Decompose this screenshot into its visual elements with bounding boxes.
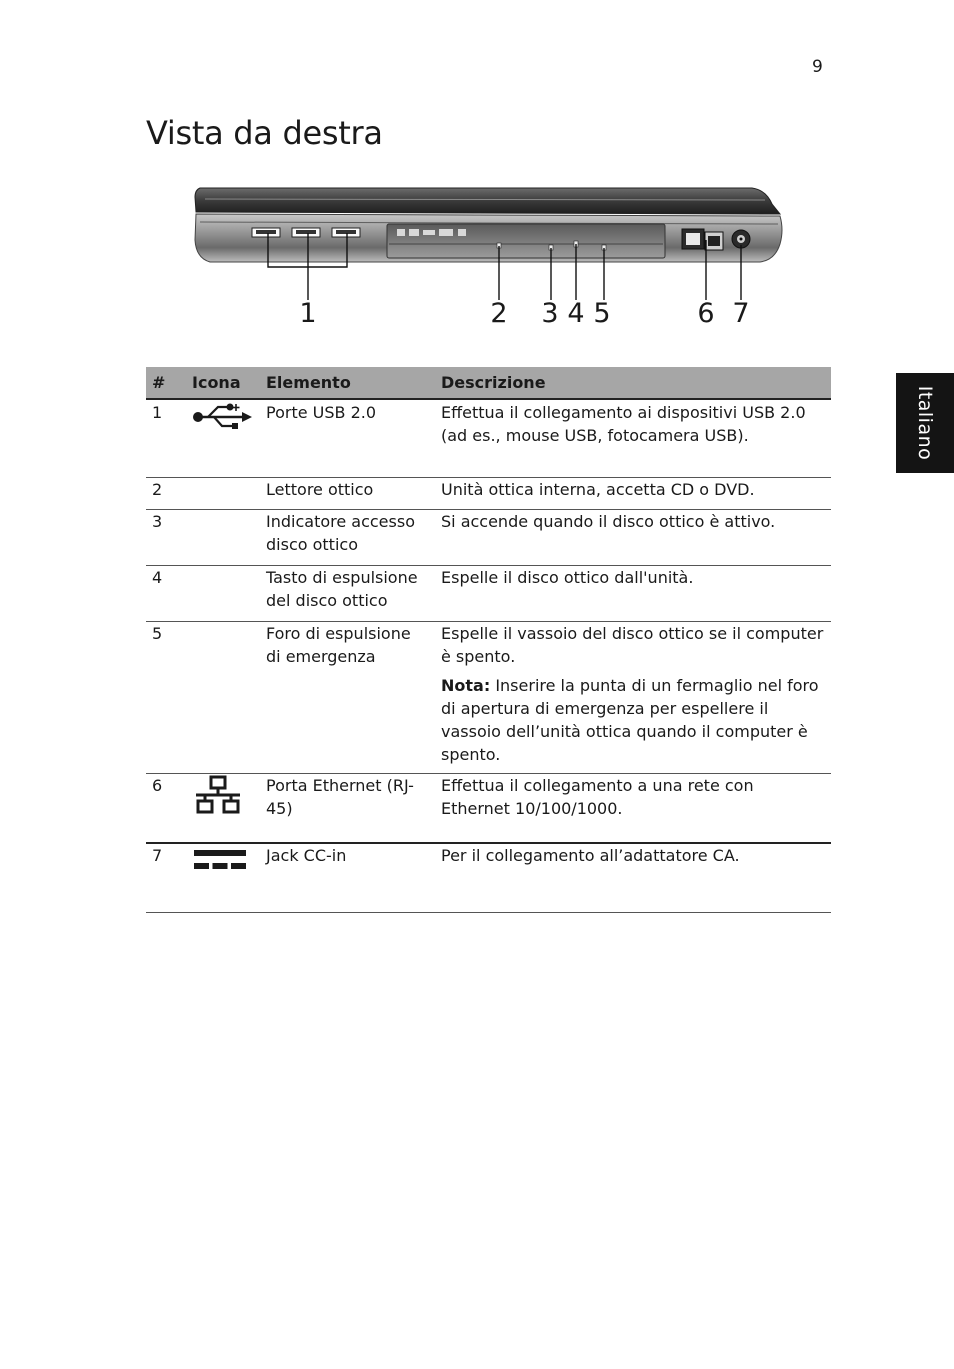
row-description: Si accende quando il disco ottico è attivo.	[435, 510, 831, 566]
header-description: Descrizione	[435, 367, 831, 399]
table-header-row	[146, 367, 831, 399]
row-icon	[186, 566, 260, 622]
header-icon: Icona	[186, 367, 260, 399]
row-description: Effettua il collegamento ai dispositivi USB 2.0 (ad es., mouse USB, fotocamera USB).	[435, 399, 831, 478]
row-icon	[186, 622, 260, 774]
header-element: Elemento	[260, 367, 435, 399]
ethernet-icon	[192, 774, 244, 816]
row-num: 1	[146, 399, 186, 478]
page-title: Vista da destra	[146, 114, 383, 152]
row-element: Jack CC-in	[260, 843, 435, 913]
language-side-tab	[896, 373, 954, 473]
row-icon	[186, 399, 260, 478]
row-icon	[186, 510, 260, 566]
row-element: Lettore ottico	[260, 478, 435, 510]
row-description	[435, 622, 831, 774]
row-note	[441, 674, 825, 766]
row-num: 6	[146, 774, 186, 844]
language-side-tab-label: Italiano	[914, 385, 936, 461]
table-row	[146, 510, 831, 566]
table-row	[146, 566, 831, 622]
page-number: 9	[812, 57, 823, 77]
callout-1: 1	[299, 298, 317, 329]
callout-4: 4	[567, 298, 585, 329]
laptop-right-side-figure	[0, 0, 954, 360]
row-element: Porta Ethernet (RJ-45)	[260, 774, 435, 844]
row-num: 3	[146, 510, 186, 566]
row-num: 5	[146, 622, 186, 774]
row-num: 4	[146, 566, 186, 622]
row-description: Effettua il collegamento a una rete con Ethernet 10/100/1000.	[435, 774, 831, 844]
row-element: Foro di espulsione di emergenza	[260, 622, 435, 774]
note-text: Inserire la punta di un fermaglio nel foro di apertura di emergenza per espellere il vassoio dell’unità ottica quando il computer è spento.	[441, 676, 819, 764]
callout-6: 6	[697, 298, 715, 329]
row-description: Per il collegamento all’adattatore CA.	[435, 843, 831, 913]
row-icon	[186, 774, 260, 844]
callout-7: 7	[732, 298, 750, 329]
table-row	[146, 399, 831, 478]
callout-3: 3	[541, 298, 559, 329]
row-icon	[186, 478, 260, 510]
row-element: Porte USB 2.0	[260, 399, 435, 478]
row-num: 2	[146, 478, 186, 510]
ports-table	[146, 367, 831, 913]
table-row	[146, 622, 831, 774]
row-description: Unità ottica interna, accetta CD o DVD.	[435, 478, 831, 510]
row-description-main: Espelle il vassoio del disco ottico se il computer è spento.	[441, 624, 824, 666]
dc-in-icon	[192, 844, 248, 874]
usb-icon	[192, 401, 254, 431]
table-row	[146, 774, 831, 844]
table-row	[146, 843, 831, 913]
laptop-right-side-illustration	[0, 0, 954, 360]
row-icon	[186, 843, 260, 913]
row-element: Indicatore accesso disco ottico	[260, 510, 435, 566]
callout-5: 5	[593, 298, 611, 329]
header-num: #	[146, 367, 186, 399]
row-element: Tasto di espulsione del disco ottico	[260, 566, 435, 622]
note-label: Nota:	[441, 676, 491, 695]
table-row	[146, 478, 831, 510]
row-description: Espelle il disco ottico dall'unità.	[435, 566, 831, 622]
row-num: 7	[146, 843, 186, 913]
callout-2: 2	[490, 298, 508, 329]
